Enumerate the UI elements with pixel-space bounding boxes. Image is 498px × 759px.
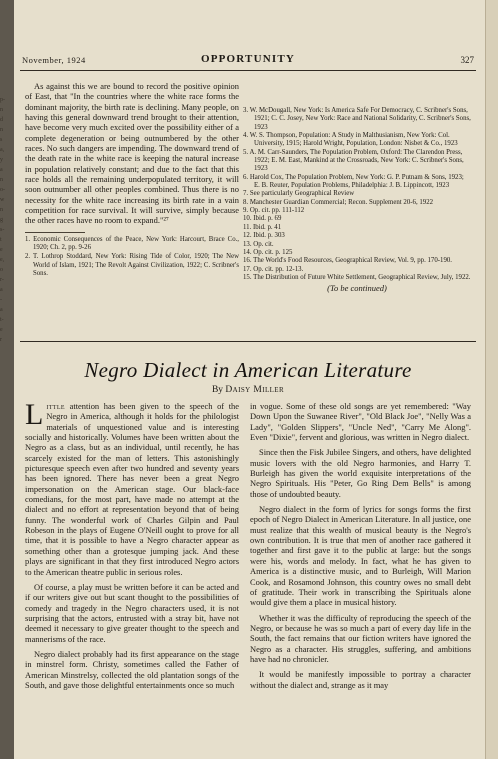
- article-paragraph: [25, 398, 240, 577]
- facing-page-fragment: e,: [0, 257, 5, 263]
- facing-page-fragment: -: [0, 297, 2, 303]
- reference-item: 13. Op. cit.: [243, 240, 274, 248]
- reference-item: 16. The World's Food Resources, Geographical Review, Vol. 9, pp. 170-190.: [243, 257, 453, 265]
- article-right-column: [250, 401, 471, 690]
- reference-item: 12. Ibid. p. 303: [243, 232, 285, 240]
- upper-right-column: [243, 107, 471, 293]
- facing-page-fragment: a: [0, 307, 3, 313]
- footnote-rule: [25, 232, 85, 233]
- paragraph-text: attention has been given to the speech of the Negro in America, although it holds for the philologist materials of unquestioned value and is interesting socially and historically. Volumes have been written about the Negro as a class, but as an individual, until recently, he has scarcely existed for the man of letters. This astonishingly picturesque speech even after two hundred and seventy years has been ignored. There has never been a great Negro impersonation on the American stage. Our black-face comedians, for the most part, have made no attempt at the dialect and no effort at representation beyond that of being funny. The wonderful work of Charles Gilpin and Paul Robeson in the plays of Eugene O'Neill ought to prove for all time, that it is possible to have a Negro character appear as something other than a grotesque jumping jack. And these plays are significant in that they first introduced Negro actors to the American theatre public in serious roles.: [25, 401, 240, 577]
- reference-item: 9. Op. cit. pp. 111-112: [243, 207, 305, 215]
- byline-author: Daisy Miller: [225, 385, 285, 395]
- facing-page-fragment: n: [0, 107, 3, 113]
- lead-in: ittle: [46, 401, 65, 411]
- facing-page-fragment: n: [0, 177, 3, 183]
- header-date: November, 1924: [22, 55, 86, 65]
- reference-item: 10. Ibid. p. 69: [243, 215, 282, 223]
- upper-left-column: [25, 81, 239, 279]
- article-paragraph: It would be manifestly impossible to portray a character without the dialect and, strange as it may: [250, 669, 471, 690]
- facing-page-fragment: w: [0, 197, 5, 203]
- facing-page-fragment: e: [0, 247, 3, 253]
- facing-page-fragment: n: [0, 127, 3, 133]
- reference-item: 4. W. S. Thompson, Population: A Study in Malthusianism, New York: Col. University, 1915; Harold Wright, Population, London: Nisbet & Co., 1923: [243, 132, 458, 148]
- reference-item: 17. Op. cit. pp. 12-13.: [243, 265, 304, 273]
- facing-page-fragment: n: [0, 207, 3, 213]
- page-number: 327: [460, 55, 474, 65]
- reference-item: 11. Ibid. p. 41: [243, 223, 282, 231]
- reference-item: 14. Op. cit. p. 125: [243, 248, 293, 256]
- running-header: [22, 52, 474, 68]
- facing-page-fragment: e: [0, 327, 3, 333]
- facing-page-fragment: t-: [0, 317, 4, 323]
- facing-page-fragment: d: [0, 117, 3, 123]
- reference-item: 3. W. McDougall, New York: Is America Safe For Democracy, C. Scribner's Sons, 1921; C. C. Josey, New York: Race and National Solidarity, C. Scribner's Sons, 1923: [243, 107, 471, 131]
- article-left-column: [25, 398, 240, 690]
- header-journal-title: OPPORTUNITY: [200, 53, 296, 65]
- facing-page-fragment: a,: [0, 147, 5, 153]
- section-rule: [20, 341, 476, 342]
- byline: [20, 385, 476, 395]
- to-be-continued: (To be continued): [327, 283, 387, 294]
- footnote: 1. Economic Consequences of the Peace, New York: Harcourt, Brace Co., 1920; Ch. 2, pp. 9-26: [25, 235, 239, 252]
- facing-page-fragment: t: [0, 237, 2, 243]
- article-paragraph: Of course, a play must be written before it can be acted and if our writers give out but scant thought to the possibilities of comedy and tragedy in the Negro characters used, it is not surprising that the actors, entrusted with a stray bit, have not deemed it necessary to give greater thought to the speech and mannerisms of the race.: [25, 581, 239, 644]
- reference-item: 7. See particularly Geographical Review: [243, 190, 355, 198]
- facing-page-fragment: s: [0, 137, 3, 143]
- facing-page-fragment: o: [0, 267, 3, 273]
- reference-item: 15. The Distribution of Future White Settlement, Geographical Review, July, 1922.: [243, 273, 471, 281]
- facing-page-fragment: o-: [0, 187, 5, 193]
- drop-cap: L: [25, 398, 44, 431]
- reference-list: [243, 107, 471, 282]
- reference-item: 6. Harold Cox, The Population Problem, New York: G. P. Putnam & Sons, 1923; E. B. Reuter, Population Problems, Philadelphia: J. B. Lippincott, 1923: [243, 173, 464, 190]
- byline-by: By: [211, 385, 224, 395]
- facing-page-fragment: r: [0, 337, 2, 343]
- facing-page-fragment: r-: [0, 277, 4, 283]
- facing-page-fragment: s-: [0, 227, 5, 233]
- page-edge-right: [485, 0, 498, 759]
- footnote: 2. T. Lothrop Stoddard, New York: Rising Tide of Color, 1920; The New World of Islam, 1921; The Revolt Against Civilization, 1922; C. Scribner's Sons.: [25, 253, 239, 277]
- article-paragraph: Negro dialect in the form of lyrics for songs forms the first epoch of Negro Dialect in American Literature. In all justice, one must realize that this wealth of musical beauty is the Negro's own contribution. It is true that men of another race gathered it together and first gave it to the public at large: but the songs were his, words and melody. In fact, what he has given to America is a distinctive music, and to Burleigh, Will Marion Cook, and Rosamond Johnson, this country owes no small debt of gratitude. Their work in transcribing the Spirituals alone would give them a place in musical history.: [250, 504, 471, 608]
- article-paragraph: in vogue. Some of these old songs are yet remembered: "Way Down Upon the Suwanee River", "Old Black Joe", "Nelly Was a Lady", "Golden Slippers", "Uncle Ned", "Carry Me Along". Even "Dixie", fervent and glorious, was written in Negro dialect.: [250, 401, 471, 443]
- facing-page-fragment: g: [0, 217, 3, 223]
- reference-item: 8. Manchester Guardian Commercial; Recon. Supplement 20-6, 1922: [243, 198, 434, 206]
- article-title: Negro Dialect in American Literature: [84, 358, 412, 382]
- facing-page-edge: [0, 95, 10, 735]
- east-quote-paragraph: As against this we are bound to record the positive opinion of East, that "In the countries where the white race forms the dominant majority, the birth rate is declining. Many people, on having this general downward trend brought to their attention, have become very much excited over the possibility either of a complete degeneration or being outnumbered by the other races. No such dangers are impending. The downward trend of the death rate in the white race is keeping the natural increase in population relatively constant; and due to the fact that this race holds all the remaining underpopulated territory, it will soon outnumber all other peoples combined. Thus there is no necessity for the white race increasing its birth rate in a vain competition for race survival. It will survive, simply because the other races have no room to expand."²⁷: [25, 81, 239, 226]
- facing-page-fragment: y: [0, 157, 3, 163]
- facing-page-fragment: p-: [0, 97, 5, 103]
- reference-item: 5. A. M. Carr-Saunders, The Population Problem, Oxford: The Clarendon Press, 1922; E. M. East, Mankind at the Crossroads, New York: C. Scribner's Sons, 1923: [243, 148, 464, 173]
- article-paragraph: Whether it was the difficulty of reproducing the speech of the Negro, or because he was so much a part of every day life in the South, the fact remains that our fiction writers have ignored the Negro as a character. His struggles, suffering, and ambitions have had no chronicler.: [250, 612, 471, 664]
- header-rule: [20, 70, 476, 71]
- article-paragraph: Negro dialect probably had its first appearance on the stage in minstrel form. Christy, sometimes called the Father of American Minstrelsy, collected the old plantation songs of the South, and gave those delightful entertainments once so much: [25, 648, 239, 690]
- article-paragraph: Since then the Fisk Jubilee Singers, and others, have delighted music lovers with the old Negro harmonies, and Harry T. Burleigh has given the world exquisite interpretations of the Negro Spirituals. His "Peter, Go Ring Dem Bells" is among those of undoubted beauty.: [250, 447, 471, 499]
- facing-page-fragment: a: [0, 287, 3, 293]
- facing-page-fragment: a: [0, 167, 3, 173]
